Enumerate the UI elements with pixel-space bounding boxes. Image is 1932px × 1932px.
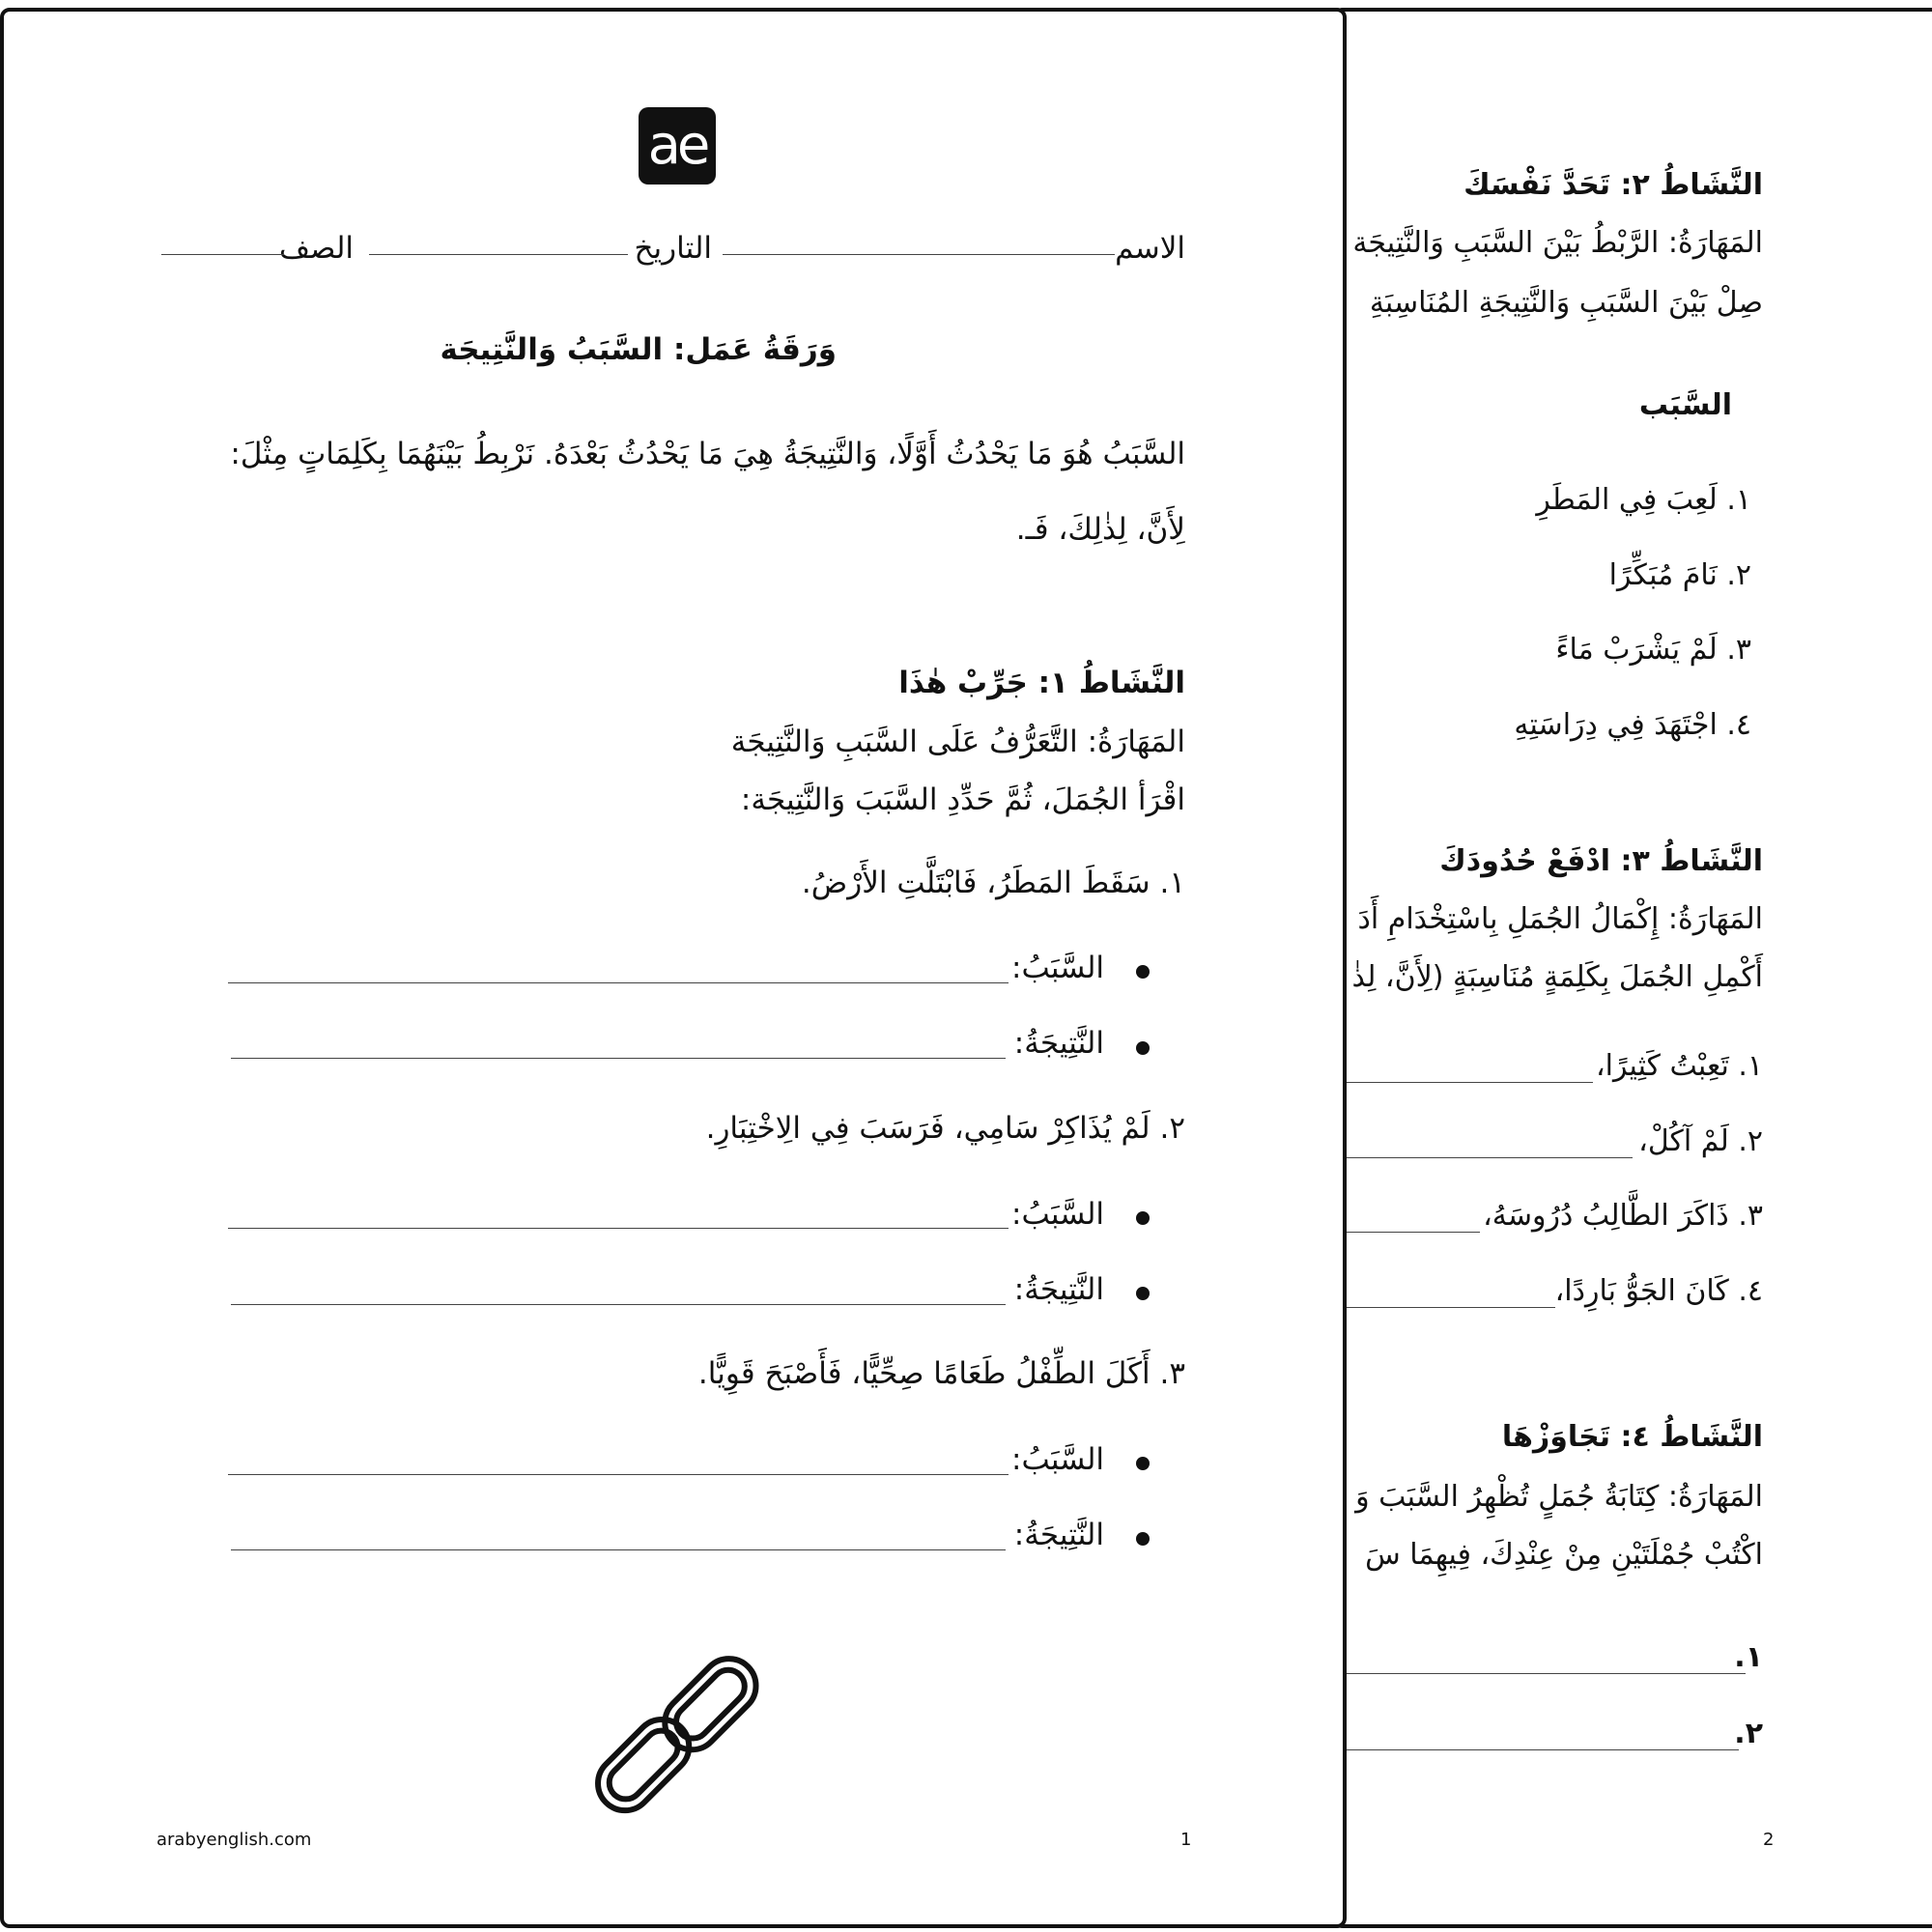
activity4-item-1: ١. bbox=[1734, 1640, 1763, 1674]
date-label: التاريخ bbox=[634, 231, 712, 266]
answer-line[interactable] bbox=[1337, 1307, 1555, 1308]
bullet-icon bbox=[1136, 965, 1150, 979]
answer-line[interactable] bbox=[1337, 1673, 1746, 1674]
bullet-icon bbox=[1136, 1532, 1150, 1546]
brand-logo: ae bbox=[639, 107, 716, 185]
bullet-icon bbox=[1136, 1041, 1150, 1055]
page-number: 2 bbox=[1763, 1830, 1775, 1850]
activity3-instruction: أَكْمِلِ الجُمَلَ بِكَلِمَةٍ مُنَاسِبَةٍ (لِأَنَّ، لِذٰ bbox=[1351, 960, 1763, 994]
activity1-item-3: ٣. أَكَلَ الطِّفْلُ طَعَامًا صِحِّيًّا، فَأَصْبَحَ قَوِيًّا. bbox=[697, 1356, 1185, 1391]
class-label: الصف bbox=[278, 231, 354, 266]
footer-site[interactable]: arabyenglish.com bbox=[156, 1830, 312, 1850]
name-label: الاسم bbox=[1115, 231, 1185, 266]
activity1-skill: المَهَارَةُ: التَّعَرُّفُ عَلَى السَّبَبِ وَالنَّتِيجَة bbox=[730, 724, 1185, 759]
class-field[interactable] bbox=[161, 254, 284, 255]
intro-text: السَّبَبُ هُوَ مَا يَحْدُثُ أَوَّلًا، وَالنَّتِيجَةُ هِيَ مَا يَحْدُثُ بَعْدَهُ. نَرْبِطُ بَيْنَهُمَا بِكَلِمَاتٍ مِثْلَ: bbox=[230, 437, 1185, 471]
activity3-item-4: ٤. كَانَ الجَوُّ بَارِدًا، bbox=[1554, 1274, 1763, 1308]
worksheet-page-1 bbox=[0, 8, 1347, 1928]
effect-label: النَّتِيجَةُ: bbox=[1013, 1518, 1104, 1552]
chain-link-icon bbox=[574, 1644, 786, 1828]
effect-answer-line[interactable] bbox=[231, 1304, 1006, 1305]
activity1-instruction: اقْرَأ الجُمَلَ، ثُمَّ حَدِّدِ السَّبَبَ وَالنَّتِيجَة: bbox=[740, 782, 1185, 817]
bullet-icon bbox=[1136, 1211, 1150, 1225]
activity1-item-1: ١. سَقَطَ المَطَرُ، فَابْتَلَّتِ الأَرْضُ. bbox=[801, 866, 1185, 900]
answer-line[interactable] bbox=[1337, 1749, 1739, 1750]
date-field[interactable] bbox=[369, 254, 628, 255]
effect-label: النَّتِيجَةُ: bbox=[1013, 1026, 1104, 1061]
answer-line[interactable] bbox=[1337, 1157, 1633, 1158]
effect-label: النَّتِيجَةُ: bbox=[1013, 1272, 1104, 1307]
activity2-item-1: ١. لَعِبَ فِي المَطَرِ bbox=[1536, 483, 1751, 517]
bullet-icon bbox=[1136, 1457, 1150, 1470]
activity2-instruction: صِلْ بَيْنَ السَّبَبِ وَالنَّتِيجَةِ المُنَاسِبَةِ bbox=[1369, 286, 1763, 320]
activity4-item-2: ٢. bbox=[1734, 1717, 1763, 1750]
activity3-item-1: ١. تَعِبْتُ كَثِيرًا، bbox=[1595, 1049, 1763, 1083]
activity4-title: النَّشَاطُ ٤: تَجَاوَزْهَا bbox=[1501, 1420, 1763, 1454]
bullet-icon bbox=[1136, 1287, 1150, 1300]
activity4-skill: المَهَارَةُ: كِتَابَةُ جُمَلٍ تُظْهِرُ السَّبَبَ وَ bbox=[1355, 1480, 1763, 1514]
activity3-title: النَّشَاطُ ٣: ادْفَعْ حُدُودَكَ bbox=[1439, 844, 1763, 878]
intro-text-connectors: لِأَنَّ، لِذٰلِكَ، فَـ. bbox=[1015, 512, 1185, 547]
activity2-item-4: ٤. اجْتَهَدَ فِي دِرَاسَتِهِ bbox=[1514, 708, 1751, 742]
activity3-item-3: ٣. ذَاكَرَ الطَّالِبُ دُرُوسَهُ، bbox=[1483, 1199, 1763, 1233]
page-number: 1 bbox=[1180, 1830, 1192, 1850]
activity2-title: النَّشَاطُ ٢: تَحَدَّ نَفْسَكَ bbox=[1463, 168, 1763, 202]
activity1-item-2: ٢. لَمْ يُذَاكِرْ سَامِي، فَرَسَبَ فِي الِاخْتِبَارِ. bbox=[705, 1111, 1185, 1146]
activity3-skill: المَهَارَةُ: إِكْمَالُ الجُمَلِ بِاسْتِخْدَامِ أَدَ bbox=[1357, 902, 1763, 936]
answer-line[interactable] bbox=[1337, 1082, 1593, 1083]
activity1-title: النَّشَاطُ ١: جَرِّبْ هٰذَا bbox=[898, 666, 1185, 700]
cause-answer-line[interactable] bbox=[228, 1474, 1009, 1475]
effect-answer-line[interactable] bbox=[231, 1549, 1006, 1550]
cause-answer-line[interactable] bbox=[228, 1228, 1009, 1229]
cause-label: السَّبَبُ: bbox=[1011, 1197, 1104, 1232]
worksheet-page-2 bbox=[1333, 8, 1932, 1928]
worksheet-title: وَرَقَةُ عَمَل: السَّبَبُ وَالنَّتِيجَة bbox=[440, 332, 837, 367]
cause-answer-line[interactable] bbox=[228, 982, 1009, 983]
name-field[interactable] bbox=[723, 254, 1115, 255]
activity3-item-2: ٢. لَمْ آكُلْ، bbox=[1638, 1124, 1763, 1158]
activity2-skill: المَهَارَةُ: الرَّبْطُ بَيْنَ السَّبَبِ وَالنَّتِيجَة bbox=[1352, 226, 1763, 260]
effect-answer-line[interactable] bbox=[231, 1058, 1006, 1059]
activity2-item-3: ٣. لَمْ يَشْرَبْ مَاءً bbox=[1555, 633, 1751, 667]
cause-label: السَّبَبُ: bbox=[1011, 951, 1104, 985]
activity4-instruction: اكْتُبْ جُمْلَتَيْنِ مِنْ عِنْدِكَ، فِيهِمَا سَ bbox=[1365, 1538, 1763, 1572]
activity2-item-2: ٢. نَامَ مُبَكِّرًا bbox=[1608, 558, 1751, 592]
answer-line[interactable] bbox=[1337, 1232, 1480, 1233]
cause-label: السَّبَبُ: bbox=[1011, 1442, 1104, 1477]
activity2-column-header: السَّبَب bbox=[1638, 388, 1732, 422]
